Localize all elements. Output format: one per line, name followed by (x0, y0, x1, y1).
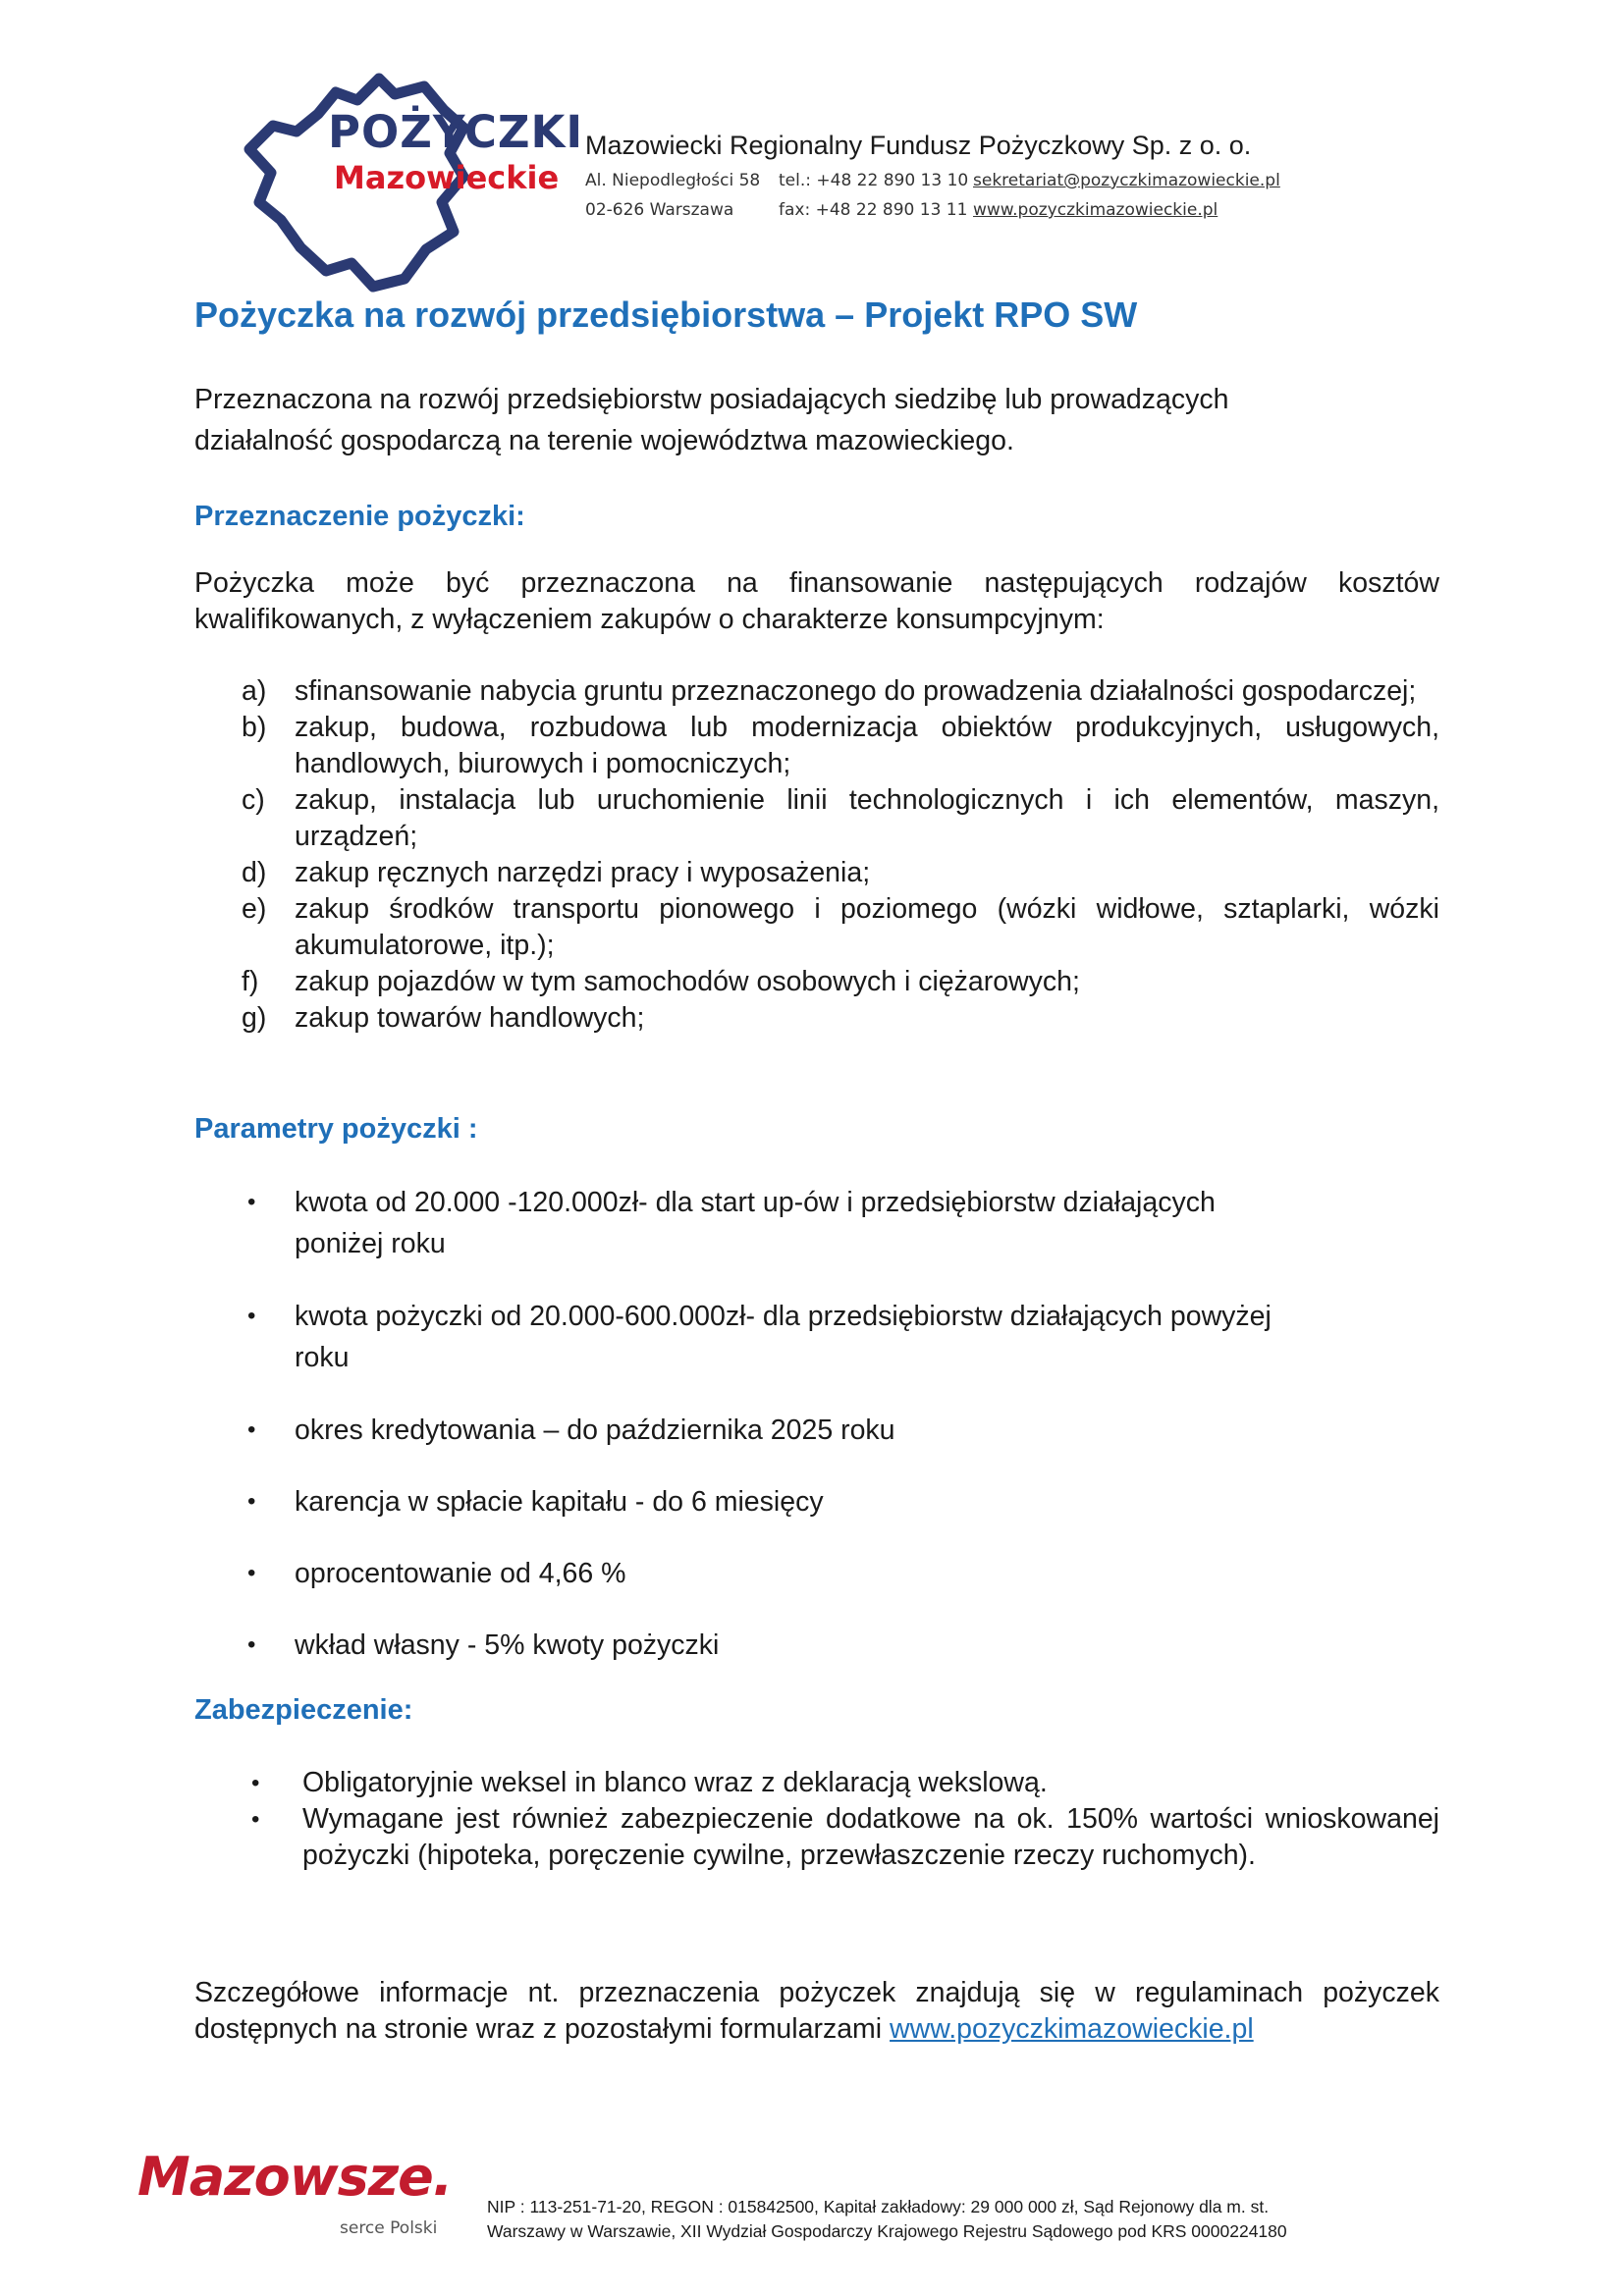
parameter-item (194, 1481, 1439, 1522)
list-item-text: zakup pojazdów w tym samochodów osobowych i ciężarowych; (295, 966, 1080, 997)
list-item-label: b) (242, 712, 267, 743)
list-item-label: a) (242, 675, 267, 707)
website-link[interactable]: www.pozyczkimazowieckie.pl (973, 200, 1218, 220)
logo-title: POŻYCZKI (328, 106, 584, 158)
website-link-wrap (973, 200, 1218, 220)
parameter-text-continued: roku (295, 1342, 350, 1373)
list-item-label: e) (242, 893, 267, 925)
purpose-list-item (194, 964, 1439, 1000)
list-item-text: sfinansowanie nabycia gruntu przeznaczonego do prowadzenia działalności gospodarczej; (295, 675, 1417, 707)
parameter-text: karencja w spłacie kapitału - do 6 miesięcy (295, 1486, 824, 1518)
parameter-item (194, 1182, 1439, 1264)
email-link[interactable]: sekretariat@pozyczkimazowieckie.pl (973, 171, 1280, 190)
parameters-heading: Parametry pożyczki : (194, 1113, 478, 1145)
bullet-icon: • (247, 1416, 256, 1443)
purpose-list (194, 673, 1439, 1037)
purpose-list-item (194, 782, 1439, 855)
security-list (194, 1765, 1439, 1874)
list-item-text: zakup ręcznych narzędzi pracy i wyposażenia; (295, 857, 871, 888)
fax-number: fax: +48 22 890 13 11 (779, 200, 968, 220)
mazowsze-logo (137, 2146, 461, 2254)
purpose-list-item (194, 855, 1439, 891)
list-item-text: zakup towarów handlowych; (295, 1002, 645, 1034)
list-item-label: d) (242, 857, 267, 888)
list-item-label: g) (242, 1002, 267, 1034)
address-city: 02-626 Warszawa (585, 200, 734, 220)
bullet-icon: • (251, 1770, 260, 1796)
details-website-link[interactable]: www.pozyczkimazowieckie.pl (890, 2013, 1254, 2045)
purpose-heading: Przeznaczenie pożyczki: (194, 501, 525, 532)
address-street: Al. Niepodległości 58 (585, 171, 761, 190)
bullet-icon: • (251, 1806, 260, 1833)
list-item-text: zakup, budowa, rozbudowa lub modernizacja obiektów produkcyjnych, usługowych, handlowych, biurowych i pomocniczych; (295, 712, 1439, 779)
bullet-icon: • (247, 1303, 256, 1329)
phone-number: tel.: +48 22 890 13 10 (779, 171, 969, 190)
security-text: Wymagane jest również zabezpieczenie dodatkowe na ok. 150% wartości wnioskowanej pożyczki (hipoteka, poręczenie cywilne, przewłaszczenie rzeczy ruchomych). (302, 1803, 1439, 1871)
purpose-list-item (194, 710, 1439, 782)
bullet-icon: • (247, 1560, 256, 1586)
parameter-text: kwota pożyczki od 20.000-600.000zł- dla przedsiębiorstw działających powyżej (295, 1301, 1272, 1332)
bullet-icon: • (247, 1631, 256, 1658)
logo-subtitle: Mazowieckie (334, 159, 560, 196)
purpose-list-item (194, 673, 1439, 710)
company-name: Mazowiecki Regionalny Fundusz Pożyczkowy Sp. z o. o. (585, 131, 1252, 160)
parameter-item (194, 1410, 1439, 1451)
page-title: Pożyczka na rozwój przedsiębiorstwa – Projekt RPO SW (194, 294, 1138, 335)
email-link-wrap (973, 171, 1280, 190)
details-text: Szczegółowe informacje nt. przeznaczenia pożyczek znajdują się w regulaminach pożyczek dostępnych na stronie wraz z pozostałymi formularzami (194, 1977, 1439, 2045)
intro-line-1: Przeznaczona na rozwój przedsiębiorstw posiadających siedzibę lub prowadzących (194, 384, 1229, 415)
security-list-item (194, 1801, 1439, 1874)
list-item-label: c) (242, 784, 265, 816)
list-item-text: zakup środków transportu pionowego i poziomego (wózki widłowe, sztaplarki, wózki akumulatorowe, itp.); (295, 893, 1439, 961)
security-list-item (194, 1765, 1439, 1801)
purpose-list-item (194, 891, 1439, 964)
security-heading: Zabezpieczenie: (194, 1694, 413, 1726)
bullet-icon: • (247, 1488, 256, 1515)
bullet-icon: • (247, 1189, 256, 1215)
list-item-label: f) (242, 966, 259, 997)
legal-info (487, 2195, 1287, 2244)
details-paragraph (194, 1975, 1439, 2048)
parameter-item (194, 1553, 1439, 1594)
legal-line-1: NIP : 113-251-71-20, REGON : 015842500, Kapitał zakładowy: 29 000 000 zł, Sąd Rejonowy dla m. st. (487, 2197, 1270, 2216)
purpose-intro: Pożyczka może być przeznaczona na finansowanie następujących rodzajów kosztów kwalifikowanych, z wyłączeniem zakupów o charakterze konsumpcyjnym: (194, 567, 1439, 635)
parameter-text: oprocentowanie od 4,66 % (295, 1558, 626, 1589)
parameter-text: kwota od 20.000 -120.000zł- dla start up-ów i przedsiębiorstw działających (295, 1187, 1216, 1218)
security-text: Obligatoryjnie weksel in blanco wraz z deklaracją wekslową. (302, 1767, 1048, 1798)
mazowsze-tagline: serce Polski (340, 2218, 438, 2238)
parameter-item (194, 1625, 1439, 1666)
intro-line-2: działalność gospodarczą na terenie województwa mazowieckiego. (194, 425, 1014, 456)
company-logo (242, 55, 584, 302)
list-item-text: zakup, instalacja lub uruchomienie linii technologicznych i ich elementów, maszyn, urządzeń; (295, 784, 1439, 852)
parameter-text: wkład własny - 5% kwoty pożyczki (295, 1629, 720, 1661)
legal-line-2: Warszawy w Warszawie, XII Wydział Gospodarczy Krajowego Rejestru Sądowego pod KRS 0000224180 (487, 2221, 1287, 2241)
purpose-list-item (194, 1000, 1439, 1037)
parameter-text-continued: poniżej roku (295, 1228, 446, 1259)
parameter-item (194, 1296, 1439, 1378)
parameter-text: okres kredytowania – do października 2025 roku (295, 1415, 895, 1446)
mazowsze-brand: Mazowsze. (137, 2146, 453, 2208)
